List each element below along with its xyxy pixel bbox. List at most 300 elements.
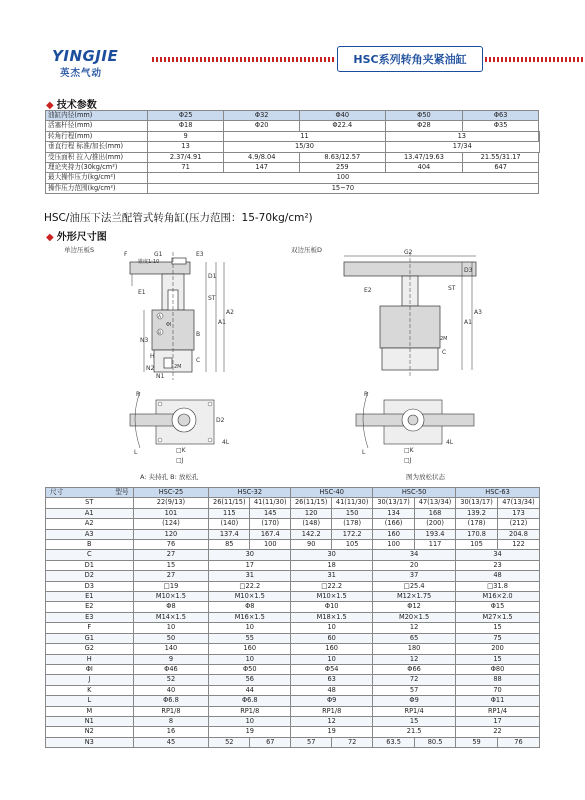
- row-label: A2: [46, 519, 134, 529]
- row-label: 操作压力范围(kg/cm²): [46, 183, 148, 193]
- header-corner: [46, 488, 134, 498]
- table-cell: 137.4: [209, 529, 250, 539]
- table-cell: RP1/4: [373, 706, 456, 716]
- table-cell: 55: [209, 633, 291, 643]
- table-header-row: [46, 488, 540, 498]
- table-row: [46, 519, 540, 529]
- table-cell: 26(11/15): [291, 498, 332, 508]
- table-cell: 31: [291, 571, 373, 581]
- table-cell: M14×1.5: [133, 612, 209, 622]
- table-cell: 17: [456, 716, 540, 726]
- label-2m: 2M: [174, 364, 182, 370]
- table-cell: 85: [209, 540, 250, 550]
- table-row: [46, 737, 540, 747]
- cylinder-side-view-s: [110, 250, 260, 385]
- header-type-label: 型号: [115, 488, 129, 496]
- table-cell: 15: [133, 560, 209, 570]
- table-cell: 75: [456, 633, 540, 643]
- table-cell: Φ66: [373, 664, 456, 674]
- table-cell: 63: [291, 675, 373, 685]
- table-cell: 71: [147, 163, 224, 173]
- table-cell: 115: [209, 508, 250, 518]
- row-label: D3: [46, 581, 134, 591]
- table-cell: M10×1.5: [209, 592, 291, 602]
- table-row: [46, 508, 540, 518]
- table-cell: 80.5: [415, 737, 456, 747]
- table-cell: Φ6.8: [133, 696, 209, 706]
- table-cell: Φ50: [385, 111, 463, 121]
- label-r: R: [136, 391, 141, 398]
- label-h: H: [150, 353, 155, 360]
- label-e2: E2: [364, 287, 372, 294]
- drawing-single-top: [120, 388, 250, 468]
- table-row: [46, 498, 540, 508]
- table-cell: 41(11/30): [250, 498, 291, 508]
- table-cell: 160: [209, 644, 291, 654]
- table-cell: 30: [209, 550, 291, 560]
- table-cell: 34: [456, 550, 540, 560]
- row-label: 理论夹持力(30kg/cm²): [46, 163, 148, 173]
- label-c: C: [196, 357, 201, 364]
- table-cell: 76: [498, 737, 540, 747]
- table-cell: Φ9: [291, 696, 373, 706]
- table-cell: □31.8: [456, 581, 540, 591]
- row-label: N1: [46, 716, 134, 726]
- row-label: D1: [46, 560, 134, 570]
- model-header: HSC-50: [373, 488, 456, 498]
- table-cell: 11: [224, 131, 385, 141]
- table-cell: 52: [209, 737, 250, 747]
- model-header: HSC-32: [209, 488, 291, 498]
- table-row: [46, 716, 540, 726]
- table-cell: 17/34: [385, 142, 539, 152]
- table-cell: (178): [332, 519, 373, 529]
- table-cell: (212): [498, 519, 540, 529]
- table-row: [46, 152, 540, 162]
- header-stripe-right: [485, 57, 585, 62]
- table-row: [46, 131, 540, 141]
- table-cell: 9: [133, 654, 209, 664]
- table-cell: 12: [373, 654, 456, 664]
- table-row: [46, 612, 540, 622]
- table-cell: 65: [373, 633, 456, 643]
- table-cell: 19: [291, 727, 373, 737]
- table-cell: 26(11/15): [209, 498, 250, 508]
- table-cell: 20: [373, 560, 456, 570]
- header-dimension-label: 尺寸: [50, 488, 64, 496]
- table-cell: 172.2: [332, 529, 373, 539]
- row-label: D2: [46, 571, 134, 581]
- row-label: G2: [46, 644, 134, 654]
- table-cell: Φ40: [300, 111, 386, 121]
- table-cell: 15: [373, 716, 456, 726]
- model-header: HSC-63: [456, 488, 540, 498]
- table-cell: □25.4: [373, 581, 456, 591]
- tech-params-heading: ◆ 技术参数: [46, 100, 97, 111]
- table-cell: Φ28: [385, 121, 463, 131]
- table-cell: 168: [415, 508, 456, 518]
- label-d2: D2: [216, 417, 225, 424]
- table-row: [46, 581, 540, 591]
- label-l-d: L: [362, 449, 366, 456]
- table-cell: Φ12: [373, 602, 456, 612]
- table-cell: Φ50: [209, 664, 291, 674]
- label-l: L: [134, 449, 138, 456]
- table-cell: 142.2: [291, 529, 332, 539]
- label-taper: 锥度1:10: [138, 259, 160, 265]
- label-a1-d: A1: [464, 319, 472, 326]
- table-cell: Φ35: [463, 121, 539, 131]
- row-label: 最大操作压力(kg/cm²): [46, 173, 148, 183]
- table-cell: 57: [373, 685, 456, 695]
- row-label: N3: [46, 737, 134, 747]
- label-st-d: ST: [448, 285, 456, 292]
- table-cell: 150: [332, 508, 373, 518]
- table-cell: 200: [456, 644, 540, 654]
- label-a3: A3: [474, 309, 482, 316]
- label-r-d: R: [364, 391, 369, 398]
- table-cell: 10: [209, 623, 291, 633]
- label-g1: G1: [154, 251, 163, 258]
- table-cell: 34: [373, 550, 456, 560]
- label-j-d: □J: [404, 457, 412, 464]
- table-cell: 160: [291, 644, 373, 654]
- table-cell: 100: [250, 540, 291, 550]
- table-cell: 15: [456, 654, 540, 664]
- table-cell: 147: [224, 163, 300, 173]
- table-cell: 134: [373, 508, 415, 518]
- table-cell: 10: [133, 623, 209, 633]
- table-cell: 160: [373, 529, 415, 539]
- drawing-double-top: [350, 388, 480, 468]
- table-cell: 27: [133, 550, 209, 560]
- table-row: [46, 633, 540, 643]
- table-cell: Φ6.8: [209, 696, 291, 706]
- table-cell: M12×1.75: [373, 592, 456, 602]
- table-cell: 40: [133, 685, 209, 695]
- label-4l-d: 4L: [446, 439, 454, 446]
- table-cell: 52: [133, 675, 209, 685]
- label-b: B: [196, 331, 201, 338]
- table-cell: 41(11/30): [332, 498, 373, 508]
- table-cell: 21.5: [373, 727, 456, 737]
- row-label: H: [46, 654, 134, 664]
- drawing-double-side: [330, 250, 480, 380]
- table-cell: 30(13/17): [373, 498, 415, 508]
- table-cell: 72: [332, 737, 373, 747]
- dimensions-heading: ◆ 外形尺寸图: [46, 232, 107, 243]
- table-row: [46, 623, 540, 633]
- table-cell: (200): [415, 519, 456, 529]
- table-cell: RP1/8: [291, 706, 373, 716]
- table-cell: 18: [291, 560, 373, 570]
- table-cell: Φ54: [291, 664, 373, 674]
- table-cell: (148): [291, 519, 332, 529]
- table-cell: 76: [133, 540, 209, 550]
- table-row: [46, 664, 540, 674]
- table-cell: M27×1.5: [456, 612, 540, 622]
- dimension-table: [45, 487, 540, 748]
- row-label: N2: [46, 727, 134, 737]
- table-cell: 15: [456, 623, 540, 633]
- table-row: [46, 121, 540, 131]
- table-cell: 10: [291, 654, 373, 664]
- row-label: E2: [46, 602, 134, 612]
- table-row: [46, 602, 540, 612]
- table-cell: 173: [498, 508, 540, 518]
- table-cell: 13.47/19.63: [385, 152, 463, 162]
- row-label: L: [46, 696, 134, 706]
- table-cell: M16×1.5: [209, 612, 291, 622]
- drawing-caption-single: A: 夹持孔 B: 放松孔: [140, 473, 199, 481]
- table-cell: 72: [373, 675, 456, 685]
- table-row: [46, 675, 540, 685]
- table-cell: 12: [291, 716, 373, 726]
- table-row: [46, 654, 540, 664]
- table-cell: 139.2: [456, 508, 498, 518]
- table-cell: 120: [291, 508, 332, 518]
- table-cell: 180: [373, 644, 456, 654]
- table-cell: 10: [291, 623, 373, 633]
- table-cell: 120: [133, 529, 209, 539]
- table-row: [46, 173, 540, 183]
- table-cell: 59: [456, 737, 498, 747]
- table-cell: 404: [385, 163, 463, 173]
- table-row: [46, 644, 540, 654]
- table-cell: □19: [133, 581, 209, 591]
- table-cell: 48: [291, 685, 373, 695]
- table-cell: 67: [250, 737, 291, 747]
- table-cell: 27: [133, 571, 209, 581]
- table-row: [46, 727, 540, 737]
- model-header: HSC-40: [291, 488, 373, 498]
- table-cell: 122: [498, 540, 540, 550]
- table-row: [46, 685, 540, 695]
- table-cell: 9: [147, 131, 224, 141]
- table-cell: 47(13/34): [498, 498, 540, 508]
- label-d1: D1: [208, 273, 217, 280]
- table-cell: Φ9: [373, 696, 456, 706]
- label-n3: N3: [140, 337, 149, 344]
- table-row: [46, 571, 540, 581]
- table-cell: Φ11: [456, 696, 540, 706]
- row-label: J: [46, 675, 134, 685]
- table-cell: 31: [209, 571, 291, 581]
- row-label: A1: [46, 508, 134, 518]
- table-cell: 101: [133, 508, 209, 518]
- table-cell: 4.9/8.04: [224, 152, 300, 162]
- table-cell: 193.4: [415, 529, 456, 539]
- cylinder-side-view-d: [330, 250, 480, 380]
- label-f: F: [124, 251, 128, 258]
- table-cell: M10×1.5: [291, 592, 373, 602]
- table-cell: 90: [291, 540, 332, 550]
- row-label: F: [46, 623, 134, 633]
- label-e1: E1: [138, 289, 146, 296]
- row-label: E3: [46, 612, 134, 622]
- row-label: E1: [46, 592, 134, 602]
- label-k-d: □K: [404, 447, 414, 454]
- label-n1: N1: [156, 373, 165, 380]
- table-cell: 15~70: [147, 183, 538, 193]
- table-cell: 2.37/4.91: [147, 152, 224, 162]
- drawing-label-single: 单边压板S: [64, 246, 95, 254]
- table-cell: (140): [209, 519, 250, 529]
- table-row: [46, 696, 540, 706]
- table-cell: 170.8: [456, 529, 498, 539]
- row-label: 受压面积 拉入/推出(mm): [46, 152, 148, 162]
- table-cell: M10×1.5: [133, 592, 209, 602]
- table-cell: 100: [147, 173, 538, 183]
- table-cell: 30(13/17): [456, 498, 498, 508]
- label-4l: 4L: [222, 439, 230, 446]
- diamond-bullet-icon: ◆: [46, 232, 54, 243]
- table-cell: 105: [332, 540, 373, 550]
- table-row: [46, 142, 540, 152]
- table-cell: 8.63/12.57: [300, 152, 386, 162]
- table-cell: 63.5: [373, 737, 415, 747]
- label-e3: E3: [196, 251, 204, 258]
- table-cell: 22: [456, 727, 540, 737]
- brand-logo: YINGJIE: [52, 47, 119, 65]
- table-cell: (166): [373, 519, 415, 529]
- drawing-single-side: [110, 250, 260, 385]
- row-label: B: [46, 540, 134, 550]
- table-cell: 13: [147, 142, 224, 152]
- label-2m-d: 2M: [440, 336, 448, 342]
- page-header: [0, 0, 585, 90]
- table-cell: (178): [456, 519, 498, 529]
- table-cell: Φ8: [133, 602, 209, 612]
- table-cell: M20×1.5: [373, 612, 456, 622]
- table-row: [46, 163, 540, 173]
- table-row: [46, 560, 540, 570]
- table-row: [46, 111, 540, 121]
- table-cell: 45: [133, 737, 209, 747]
- table-cell: 16: [133, 727, 209, 737]
- row-label: 油缸内径(mm): [46, 111, 148, 121]
- table-cell: M18×1.5: [291, 612, 373, 622]
- row-label: ST: [46, 498, 134, 508]
- table-row: [46, 529, 540, 539]
- row-label: A3: [46, 529, 134, 539]
- table-cell: 88: [456, 675, 540, 685]
- table-cell: M16×2.0: [456, 592, 540, 602]
- row-label: 转角行程(mm): [46, 131, 148, 141]
- label-g2: G2: [404, 249, 413, 256]
- table-cell: 22(9/13): [133, 498, 209, 508]
- table-cell: 8: [133, 716, 209, 726]
- table-row: [46, 550, 540, 560]
- label-j: □J: [176, 457, 184, 464]
- label-st: ST: [208, 295, 216, 302]
- table-cell: 37: [373, 571, 456, 581]
- label-phi-i: ΦI: [166, 322, 172, 328]
- row-label: C: [46, 550, 134, 560]
- table-cell: 10: [209, 716, 291, 726]
- section-subtitle: HSC/油压下法兰配管式转角缸(压力范围：15-70kg/cm²): [44, 212, 313, 224]
- table-cell: 48: [456, 571, 540, 581]
- table-cell: 15/30: [224, 142, 385, 152]
- table-cell: (124): [133, 519, 209, 529]
- row-label: M: [46, 706, 134, 716]
- table-cell: Φ63: [463, 111, 539, 121]
- table-cell: Φ32: [224, 111, 300, 121]
- spec-table: [45, 110, 540, 194]
- table-row: [46, 183, 540, 193]
- table-cell: 145: [250, 508, 291, 518]
- table-cell: □22.2: [291, 581, 373, 591]
- table-cell: 70: [456, 685, 540, 695]
- label-n2: N2: [146, 365, 155, 372]
- table-cell: 47(13/34): [415, 498, 456, 508]
- label-c-d: C: [442, 349, 447, 356]
- table-cell: □22.2: [209, 581, 291, 591]
- table-cell: 140: [133, 644, 209, 654]
- table-cell: [539, 131, 540, 141]
- table-cell: 100: [373, 540, 415, 550]
- cylinder-top-view-d: [350, 388, 480, 468]
- table-cell: Φ8: [209, 602, 291, 612]
- table-cell: 13: [385, 131, 538, 141]
- table-cell: RP1/4: [456, 706, 540, 716]
- table-cell: 44: [209, 685, 291, 695]
- label-a2: A2: [226, 309, 234, 316]
- table-cell: 60: [291, 633, 373, 643]
- cylinder-top-view-s: [120, 388, 250, 468]
- table-cell: Φ20: [224, 121, 300, 131]
- table-cell: (170): [250, 519, 291, 529]
- table-cell: 21.55/31.17: [463, 152, 539, 162]
- label-b-port: B: [158, 331, 162, 336]
- label-a1: A1: [218, 319, 226, 326]
- table-cell: 105: [456, 540, 498, 550]
- table-cell: 647: [463, 163, 539, 173]
- table-cell: RP1/8: [209, 706, 291, 716]
- table-cell: 19: [209, 727, 291, 737]
- table-row: [46, 592, 540, 602]
- page-title: HSC系列转角夹紧油缸: [337, 46, 483, 72]
- table-row: [46, 706, 540, 716]
- table-cell: 204.8: [498, 529, 540, 539]
- row-label: 垂直行程 标准/加长(mm): [46, 142, 148, 152]
- brand-logo-subtitle: 英杰气动: [60, 68, 103, 79]
- row-label: K: [46, 685, 134, 695]
- table-cell: 56: [209, 675, 291, 685]
- table-cell: 117: [415, 540, 456, 550]
- table-cell: 50: [133, 633, 209, 643]
- label-k: □K: [176, 447, 186, 454]
- label-a-port: A: [158, 315, 162, 320]
- table-cell: Φ46: [133, 664, 209, 674]
- table-cell: 12: [373, 623, 456, 633]
- label-d3: D3: [464, 267, 473, 274]
- diamond-bullet-icon: ◆: [46, 100, 54, 111]
- table-row: [46, 540, 540, 550]
- row-label: ΦI: [46, 664, 134, 674]
- model-header: HSC-25: [133, 488, 209, 498]
- table-cell: Φ15: [456, 602, 540, 612]
- table-cell: 167.4: [250, 529, 291, 539]
- table-cell: 57: [291, 737, 332, 747]
- table-cell: Φ25: [147, 111, 224, 121]
- table-cell: 23: [456, 560, 540, 570]
- row-label: G1: [46, 633, 134, 643]
- table-cell: 17: [209, 560, 291, 570]
- drawing-caption-double: 图为放松状态: [406, 473, 445, 481]
- table-cell: 10: [209, 654, 291, 664]
- table-cell: Φ22.4: [300, 121, 386, 131]
